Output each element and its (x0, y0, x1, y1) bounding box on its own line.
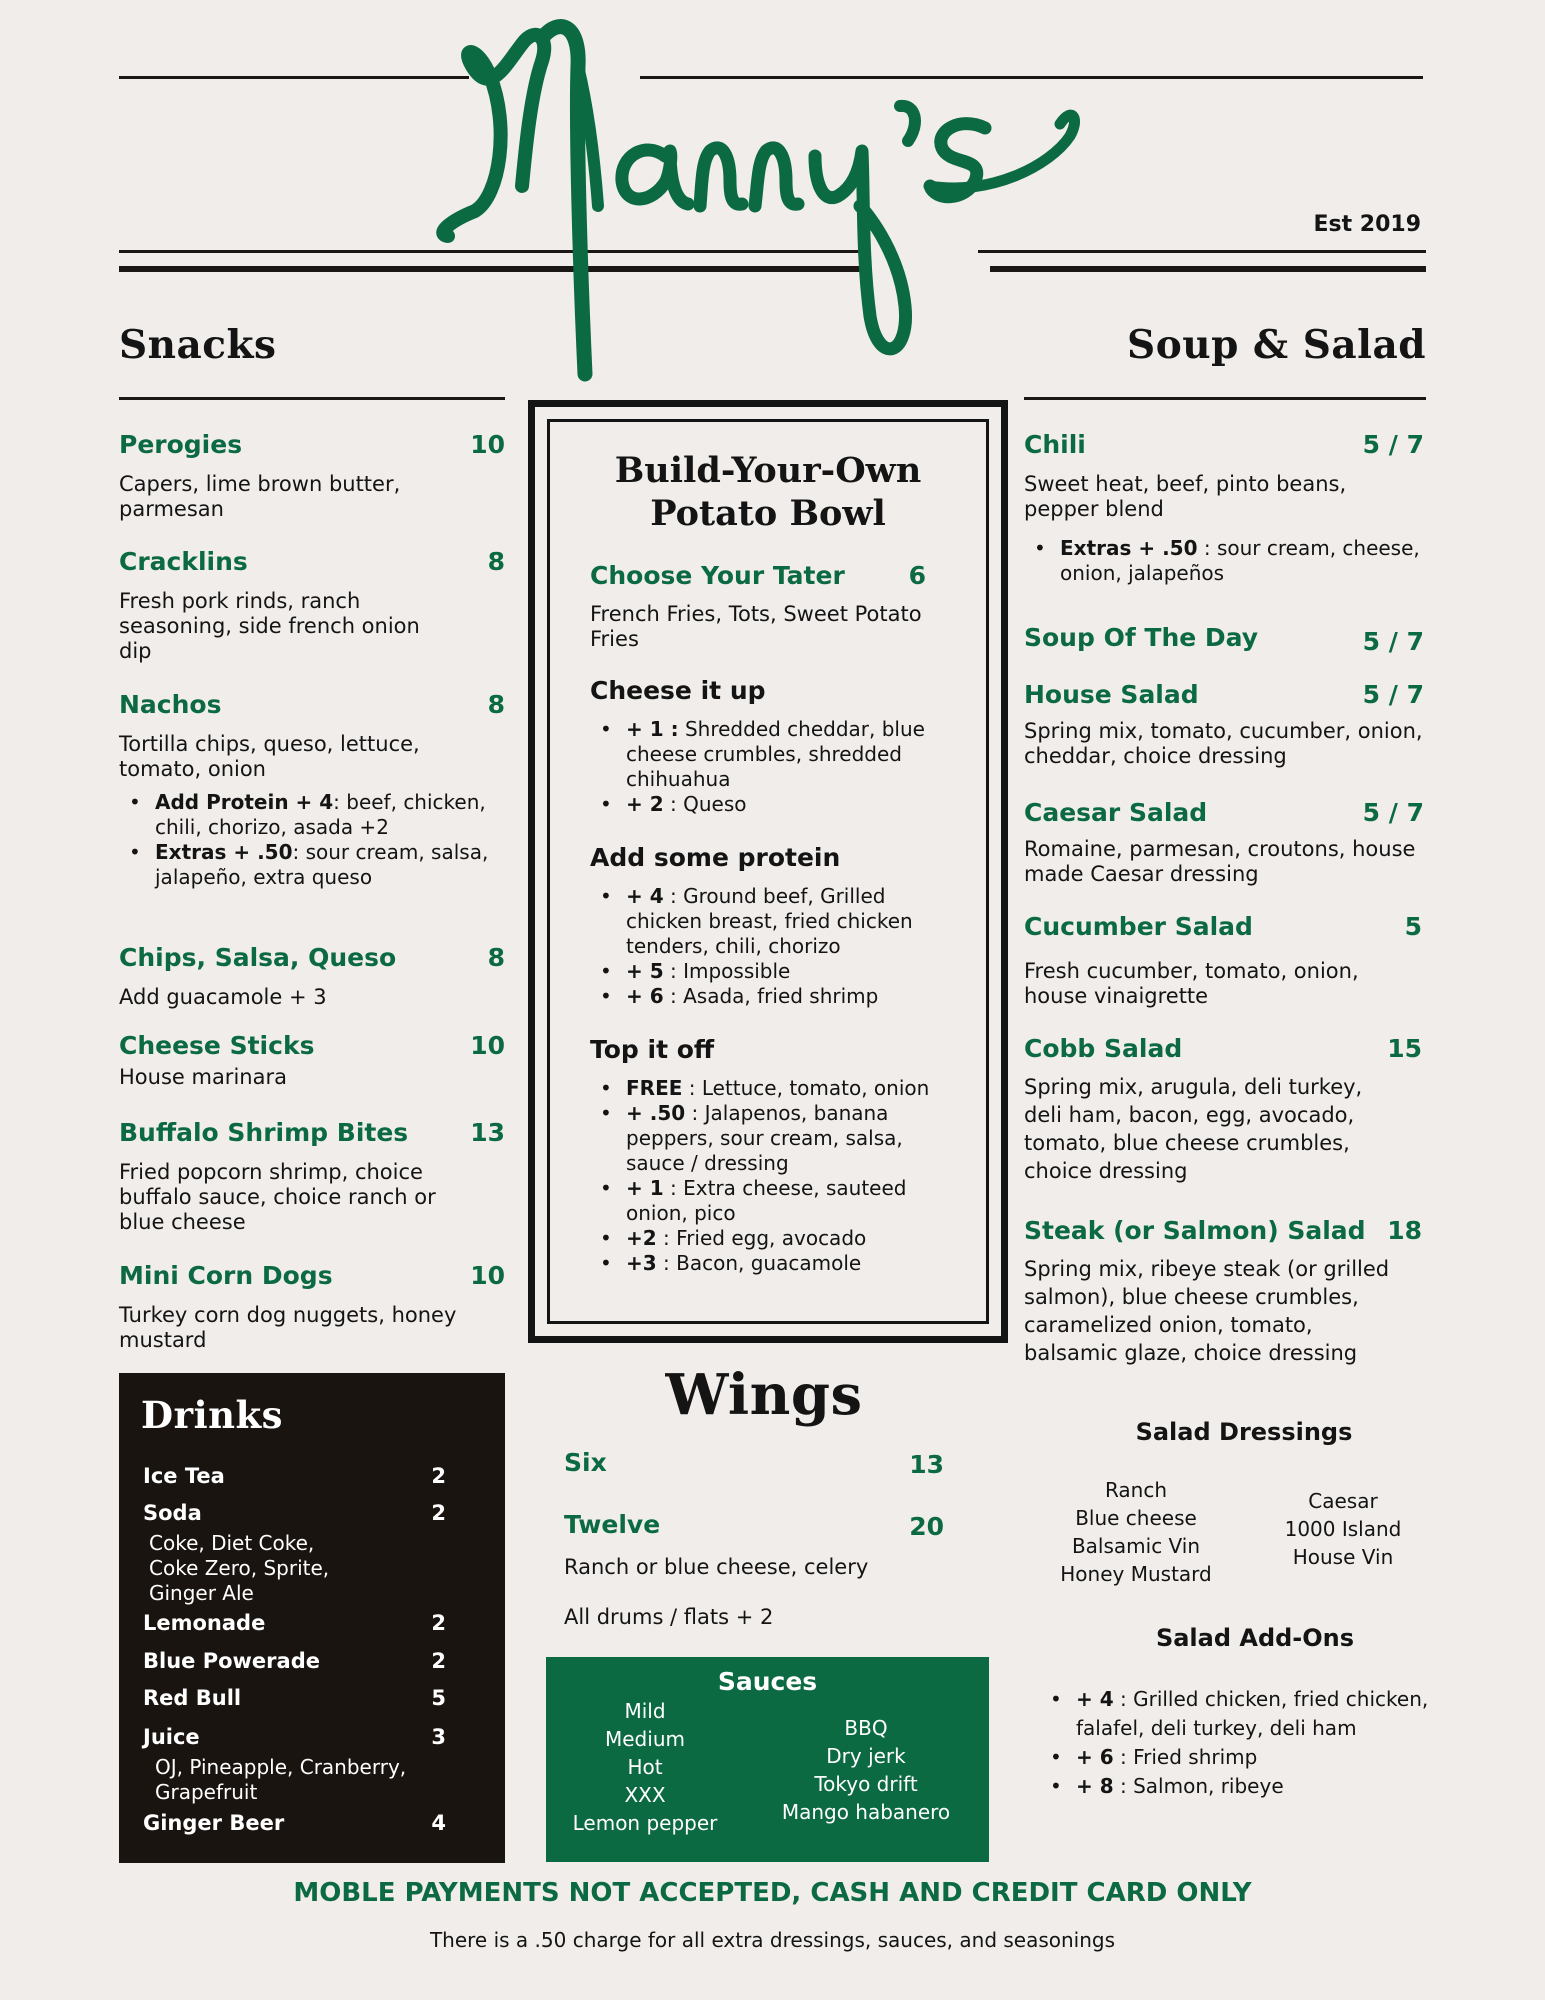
item-name: Six (564, 1448, 607, 1477)
soup-item-chili (1024, 430, 1424, 586)
item-desc: Spring mix, tomato, cucumber, onion, cheddar, choice dressing (1024, 719, 1423, 768)
established-label: Est 2019 (1313, 212, 1421, 237)
soup-item-steak-salad (1024, 1216, 1422, 1367)
snack-item-buffalo-shrimp (119, 1118, 505, 1235)
item-desc: Spring mix, ribeye steak (or grilled salmon), blue cheese crumbles, caramelized onion, tomato, balsamic glaze, choice dressing (1024, 1257, 1390, 1365)
snacks-rule (119, 397, 505, 400)
drink-row: Soda 2 (143, 1501, 446, 1525)
snack-item-corn-dogs (119, 1261, 505, 1353)
item-name: Cheese Sticks (119, 1031, 315, 1060)
list-item: • +2 : Fried egg, avocado (590, 1226, 946, 1251)
item-name: Caesar Salad (1024, 798, 1208, 827)
dressings-col-2 (1243, 1487, 1443, 1571)
item-desc: Add guacamole + 3 (119, 985, 327, 1009)
item-price: 10 (470, 1261, 505, 1290)
sauce-item: Medium (605, 1727, 685, 1751)
item-desc: Turkey corn dog nuggets, honey mustard (119, 1303, 457, 1352)
soup-salad-title: Soup & Salad (1127, 322, 1426, 368)
wings-desc: Ranch or blue cheese, celery (564, 1555, 869, 1579)
topping-heading: Top it off (590, 1035, 715, 1064)
item-price: 15 (1387, 1034, 1422, 1063)
drinks-title: Drinks (141, 1393, 284, 1437)
item-name: Buffalo Shrimp Bites (119, 1118, 409, 1147)
potato-bowl-title-2: Potato Bowl (650, 493, 886, 534)
drink-row: Ice Tea 2 (143, 1464, 446, 1488)
header-rule-top-left (119, 76, 469, 79)
snack-item-nachos (119, 690, 505, 890)
salad-dressings-title: Salad Dressings (1135, 1418, 1353, 1446)
drink-sub: OJ, Pineapple, Cranberry, Grapefruit (155, 1755, 407, 1804)
potato-bowl-box (528, 400, 1008, 1343)
snack-item-cheese-sticks (119, 1031, 505, 1090)
list-item: • Extras + .50: sour cream, salsa, jalapeño, extra queso (119, 840, 505, 890)
snack-item-cracklins (119, 547, 505, 664)
sauce-item: Lemon pepper (572, 1811, 718, 1835)
item-price: 18 (1387, 1216, 1422, 1245)
list-item: • + .50 : Jalapenos, banana peppers, sour cream, salsa, sauce / dressing (590, 1101, 946, 1176)
protein-heading: Add some protein (590, 843, 841, 872)
item-price: 8 (487, 943, 505, 972)
item-desc: Fried popcorn shrimp, choice buffalo sauce, choice ranch or blue cheese (119, 1160, 436, 1234)
snack-item-chips (119, 943, 505, 1010)
sauces-col-2 (761, 1714, 971, 1826)
list-item: • + 4 : Grilled chicken, fried chicken, falafel, deli turkey, deli ham (1040, 1685, 1440, 1743)
soup-item-house-salad (1024, 680, 1424, 769)
salad-addons-list (1040, 1685, 1440, 1801)
cheese-list (590, 717, 946, 817)
nachos-extras-list (119, 790, 505, 890)
item-name: Choose Your Tater (590, 561, 845, 590)
item-desc: House marinara (119, 1065, 287, 1089)
item-desc: Fresh pork rinds, ranch seasoning, side french onion dip (119, 589, 420, 663)
item-price: 6 (908, 561, 926, 590)
sauce-item: Hot (627, 1755, 663, 1779)
dressing-item: Honey Mustard (1060, 1562, 1212, 1586)
logo-text: Manny's (430, 6, 435, 7)
item-desc: Fresh cucumber, tomato, onion, house vinaigrette (1024, 959, 1359, 1008)
item-desc: Sweet heat, beef, pinto beans, pepper blend (1024, 472, 1347, 521)
item-price: 8 (487, 547, 505, 576)
sauce-item: Dry jerk (826, 1744, 906, 1768)
soup-item-caesar-salad (1024, 798, 1424, 887)
item-desc: Romaine, parmesan, croutons, house made Caesar dressing (1024, 837, 1416, 886)
item-name: Cobb Salad (1024, 1034, 1183, 1063)
mannys-logo (430, 6, 1090, 386)
dressing-item: Ranch (1104, 1478, 1168, 1502)
sauce-item: XXX (624, 1783, 666, 1807)
item-price: 10 (470, 430, 505, 459)
item-name: Cracklins (119, 547, 248, 576)
sauces-col-1 (560, 1697, 730, 1837)
wings-title: Wings (665, 1362, 863, 1428)
item-name: Perogies (119, 430, 243, 459)
item-name: Mini Corn Dogs (119, 1261, 333, 1290)
dressing-item: House Vin (1292, 1545, 1394, 1569)
soup-salad-rule (1024, 397, 1426, 400)
item-desc: Spring mix, arugula, deli turkey, deli ham, bacon, egg, avocado, tomato, blue cheese crumbles, choice dressing (1024, 1075, 1363, 1183)
list-item: • + 6 : Asada, fried shrimp (590, 984, 946, 1009)
dressing-item: Caesar (1308, 1489, 1378, 1513)
sauce-item: Mango habanero (781, 1800, 951, 1824)
item-desc: Tortilla chips, queso, lettuce, tomato, onion (119, 732, 420, 781)
snacks-title: Snacks (119, 322, 277, 368)
list-item: • + 4 : Ground beef, Grilled chicken breast, fried chicken tenders, chili, chorizo (590, 884, 946, 959)
soup-item-cucumber-salad (1024, 912, 1422, 1009)
wing-item-six (564, 1448, 944, 1477)
sauce-item: Mild (624, 1699, 666, 1723)
drink-row: Ginger Beer 4 (143, 1811, 446, 1835)
item-name: Cucumber Salad (1024, 912, 1253, 941)
list-item: • + 8 : Salmon, ribeye (1040, 1772, 1440, 1801)
item-price: 13 (909, 1450, 944, 1479)
payment-notice: MOBLE PAYMENTS NOT ACCEPTED, CASH AND CREDIT CARD ONLY (293, 1878, 1252, 1908)
item-name: Chips, Salsa, Queso (119, 943, 397, 972)
tater-item (590, 561, 946, 1276)
item-name: Nachos (119, 690, 222, 719)
protein-list (590, 884, 946, 1009)
dressing-item: 1000 Island (1284, 1517, 1402, 1541)
snack-item-perogies (119, 430, 505, 522)
item-desc: French Fries, Tots, Sweet Potato Fries (590, 602, 922, 651)
item-price: 5 / 7 (1362, 680, 1424, 709)
item-name: Soup Of The Day (1024, 623, 1259, 652)
list-item: • FREE : Lettuce, tomato, onion (590, 1076, 946, 1101)
wing-item-twelve (564, 1510, 944, 1539)
drink-row: Blue Powerade 2 (143, 1649, 446, 1673)
item-price: 13 (470, 1118, 505, 1147)
item-price: 8 (487, 690, 505, 719)
wings-note: All drums / flats + 2 (564, 1605, 774, 1629)
potato-bowl-inner-border (547, 419, 989, 1324)
item-price: 20 (909, 1512, 944, 1541)
dressing-item: Balsamic Vin (1071, 1534, 1201, 1558)
cheese-heading: Cheese it up (590, 676, 766, 705)
potato-bowl-title-1: Build-Your-Own (614, 450, 922, 491)
list-item: • Extras + .50 : sour cream, cheese, onion, jalapeños (1024, 536, 1424, 586)
drink-row: Juice 3 (143, 1725, 446, 1749)
drink-sub: Coke, Diet Coke, Coke Zero, Sprite, Ginger Ale (149, 1531, 330, 1605)
salad-addons-title: Salad Add-Ons (1155, 1624, 1355, 1652)
drinks-panel (119, 1373, 505, 1863)
dressings-col-1 (1036, 1476, 1236, 1588)
list-item: • +3 : Bacon, guacamole (590, 1251, 946, 1276)
item-desc: Capers, lime brown butter, parmesan (119, 472, 401, 521)
item-name: Chili (1024, 430, 1086, 459)
item-price: 5 (1404, 912, 1422, 941)
item-price: 10 (470, 1031, 505, 1060)
chili-extras-list (1024, 536, 1424, 586)
list-item: • Add Protein + 4: beef, chicken, chili, chorizo, asada +2 (119, 790, 505, 840)
item-name: Twelve (564, 1510, 661, 1539)
list-item: • + 6 : Fried shrimp (1040, 1743, 1440, 1772)
item-price: 5 / 7 (1362, 627, 1424, 656)
list-item: • + 1 : Shredded cheddar, blue cheese crumbles, shredded chihuahua (590, 717, 946, 792)
drink-row: Lemonade 2 (143, 1611, 446, 1635)
extra-charge-notice: There is a .50 charge for all extra dressings, sauces, and seasonings (429, 1928, 1116, 1952)
sauce-item: Tokyo drift (814, 1772, 918, 1796)
sauce-item: BBQ (844, 1716, 888, 1740)
list-item: • + 2 : Queso (590, 792, 946, 817)
item-name: House Salad (1024, 680, 1199, 709)
list-item: • + 5 : Impossible (590, 959, 946, 984)
dressing-item: Blue cheese (1075, 1506, 1197, 1530)
soup-item-cobb-salad (1024, 1034, 1422, 1185)
item-price: 5 / 7 (1362, 798, 1424, 827)
item-price: 5 / 7 (1362, 430, 1424, 459)
topping-list (590, 1076, 946, 1276)
drink-row: Red Bull 5 (143, 1686, 446, 1710)
sauces-panel (546, 1657, 989, 1862)
item-name: Steak (or Salmon) Salad (1024, 1216, 1366, 1245)
soup-item-soup-of-day (1024, 623, 1424, 656)
list-item: • + 1 : Extra cheese, sauteed onion, pico (590, 1176, 946, 1226)
sauces-title: Sauces (717, 1667, 818, 1696)
